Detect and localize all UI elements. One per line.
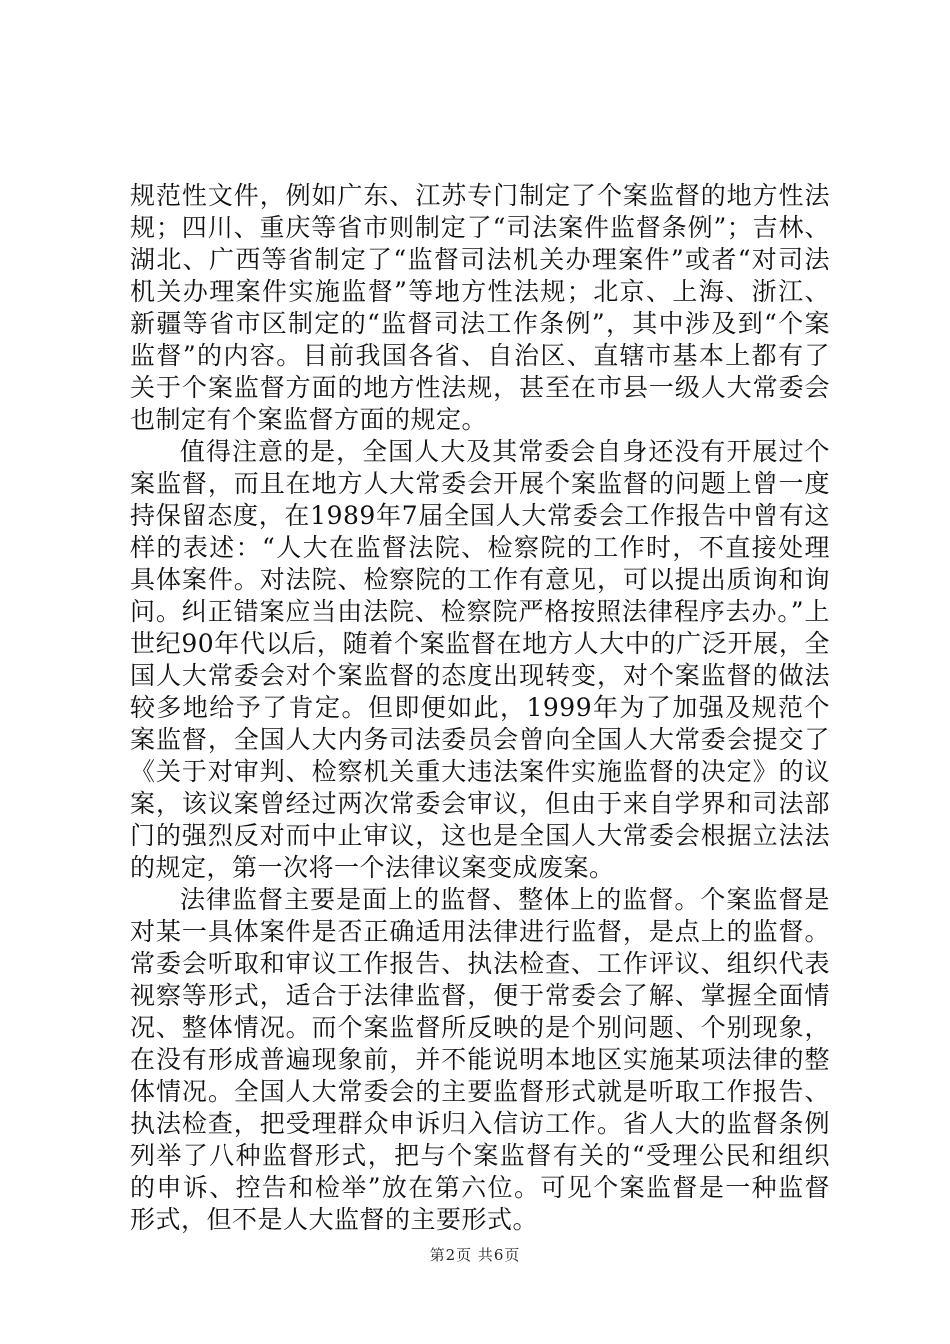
paragraph-1: 规范性文件，例如广东、江苏专门制定了个案监督的地方性法规；四川、重庆等省市则制定了“司法案件监督条例”；吉林、湖北、广西等省制定了“监督司法机关办理案件”或者“对司法机关办理案件实施监督”等地方性法规；北京、上海、浙江、新疆等省市区制定的“监督司法工作条例”，其中涉及到“个案监督”的内容。目前我国各省、自治区、直辖市基本上都有了关于个案监督方面的地方性法规，甚至在市县一级人大常委会也制定有个案监督方面的规定。 [130,181,830,434]
document-body [130,180,830,1236]
paragraph-2: 值得注意的是，全国人大及其常委会自身还没有开展过个案监督，而且在地方人大常委会开展个案监督的问题上曾一度持保留态度，在1989年7届全国人大常委会工作报告中曾有这样的表述：“人大在监督法院、检察院的工作时，不直接处理具体案件。对法院、检察院的工作有意见，可以提出质询和询问。纠正错案应当由法院、检察院严格按照法律程序去办。”上世纪90年代以后，随着个案监督在地方人大中的广泛开展，全国人大常委会对个案监督的态度出现转变，对个案监督的做法较多地给予了肯定。但即便如此，1999年为了加强及规范个案监督，全国人大内务司法委员会曾向全国人大常委会提交了《关于对审判、检察机关重大违法案件实施监督的决定》的议案，该议案曾经过两次常委会审议，但由于来自学界和司法部门的强烈反对而中止审议，这也是全国人大常委会根据立法法的规定，第一次将一个法律议案变成废案。 [130,437,830,882]
page-footer: 第2页 共6页 [429,1246,521,1264]
paragraph-3: 法律监督主要是面上的监督、整体上的监督。个案监督是对某一具体案件是否正确适用法律进行监督，是点上的监督。常委会听取和审议工作报告、执法检查、工作评议、组织代表视察等形式，适合于法律监督，便于常委会了解、掌握全面情况、整体情况。而个案监督所反映的是个别问题、个别现象，在没有形成普遍现象前，并不能说明本地区实施某项法律的整体情况。全国人大常委会的主要监督形式就是听取工作报告、执法检查，把受理群众申诉归入信访工作。省人大的监督条例列举了八种监督形式，把与个案监督有关的“受理公民和组织的申诉、控告和检举”放在第六位。可见个案监督是一种监督形式，但不是人大监督的主要形式。 [130,885,830,1234]
